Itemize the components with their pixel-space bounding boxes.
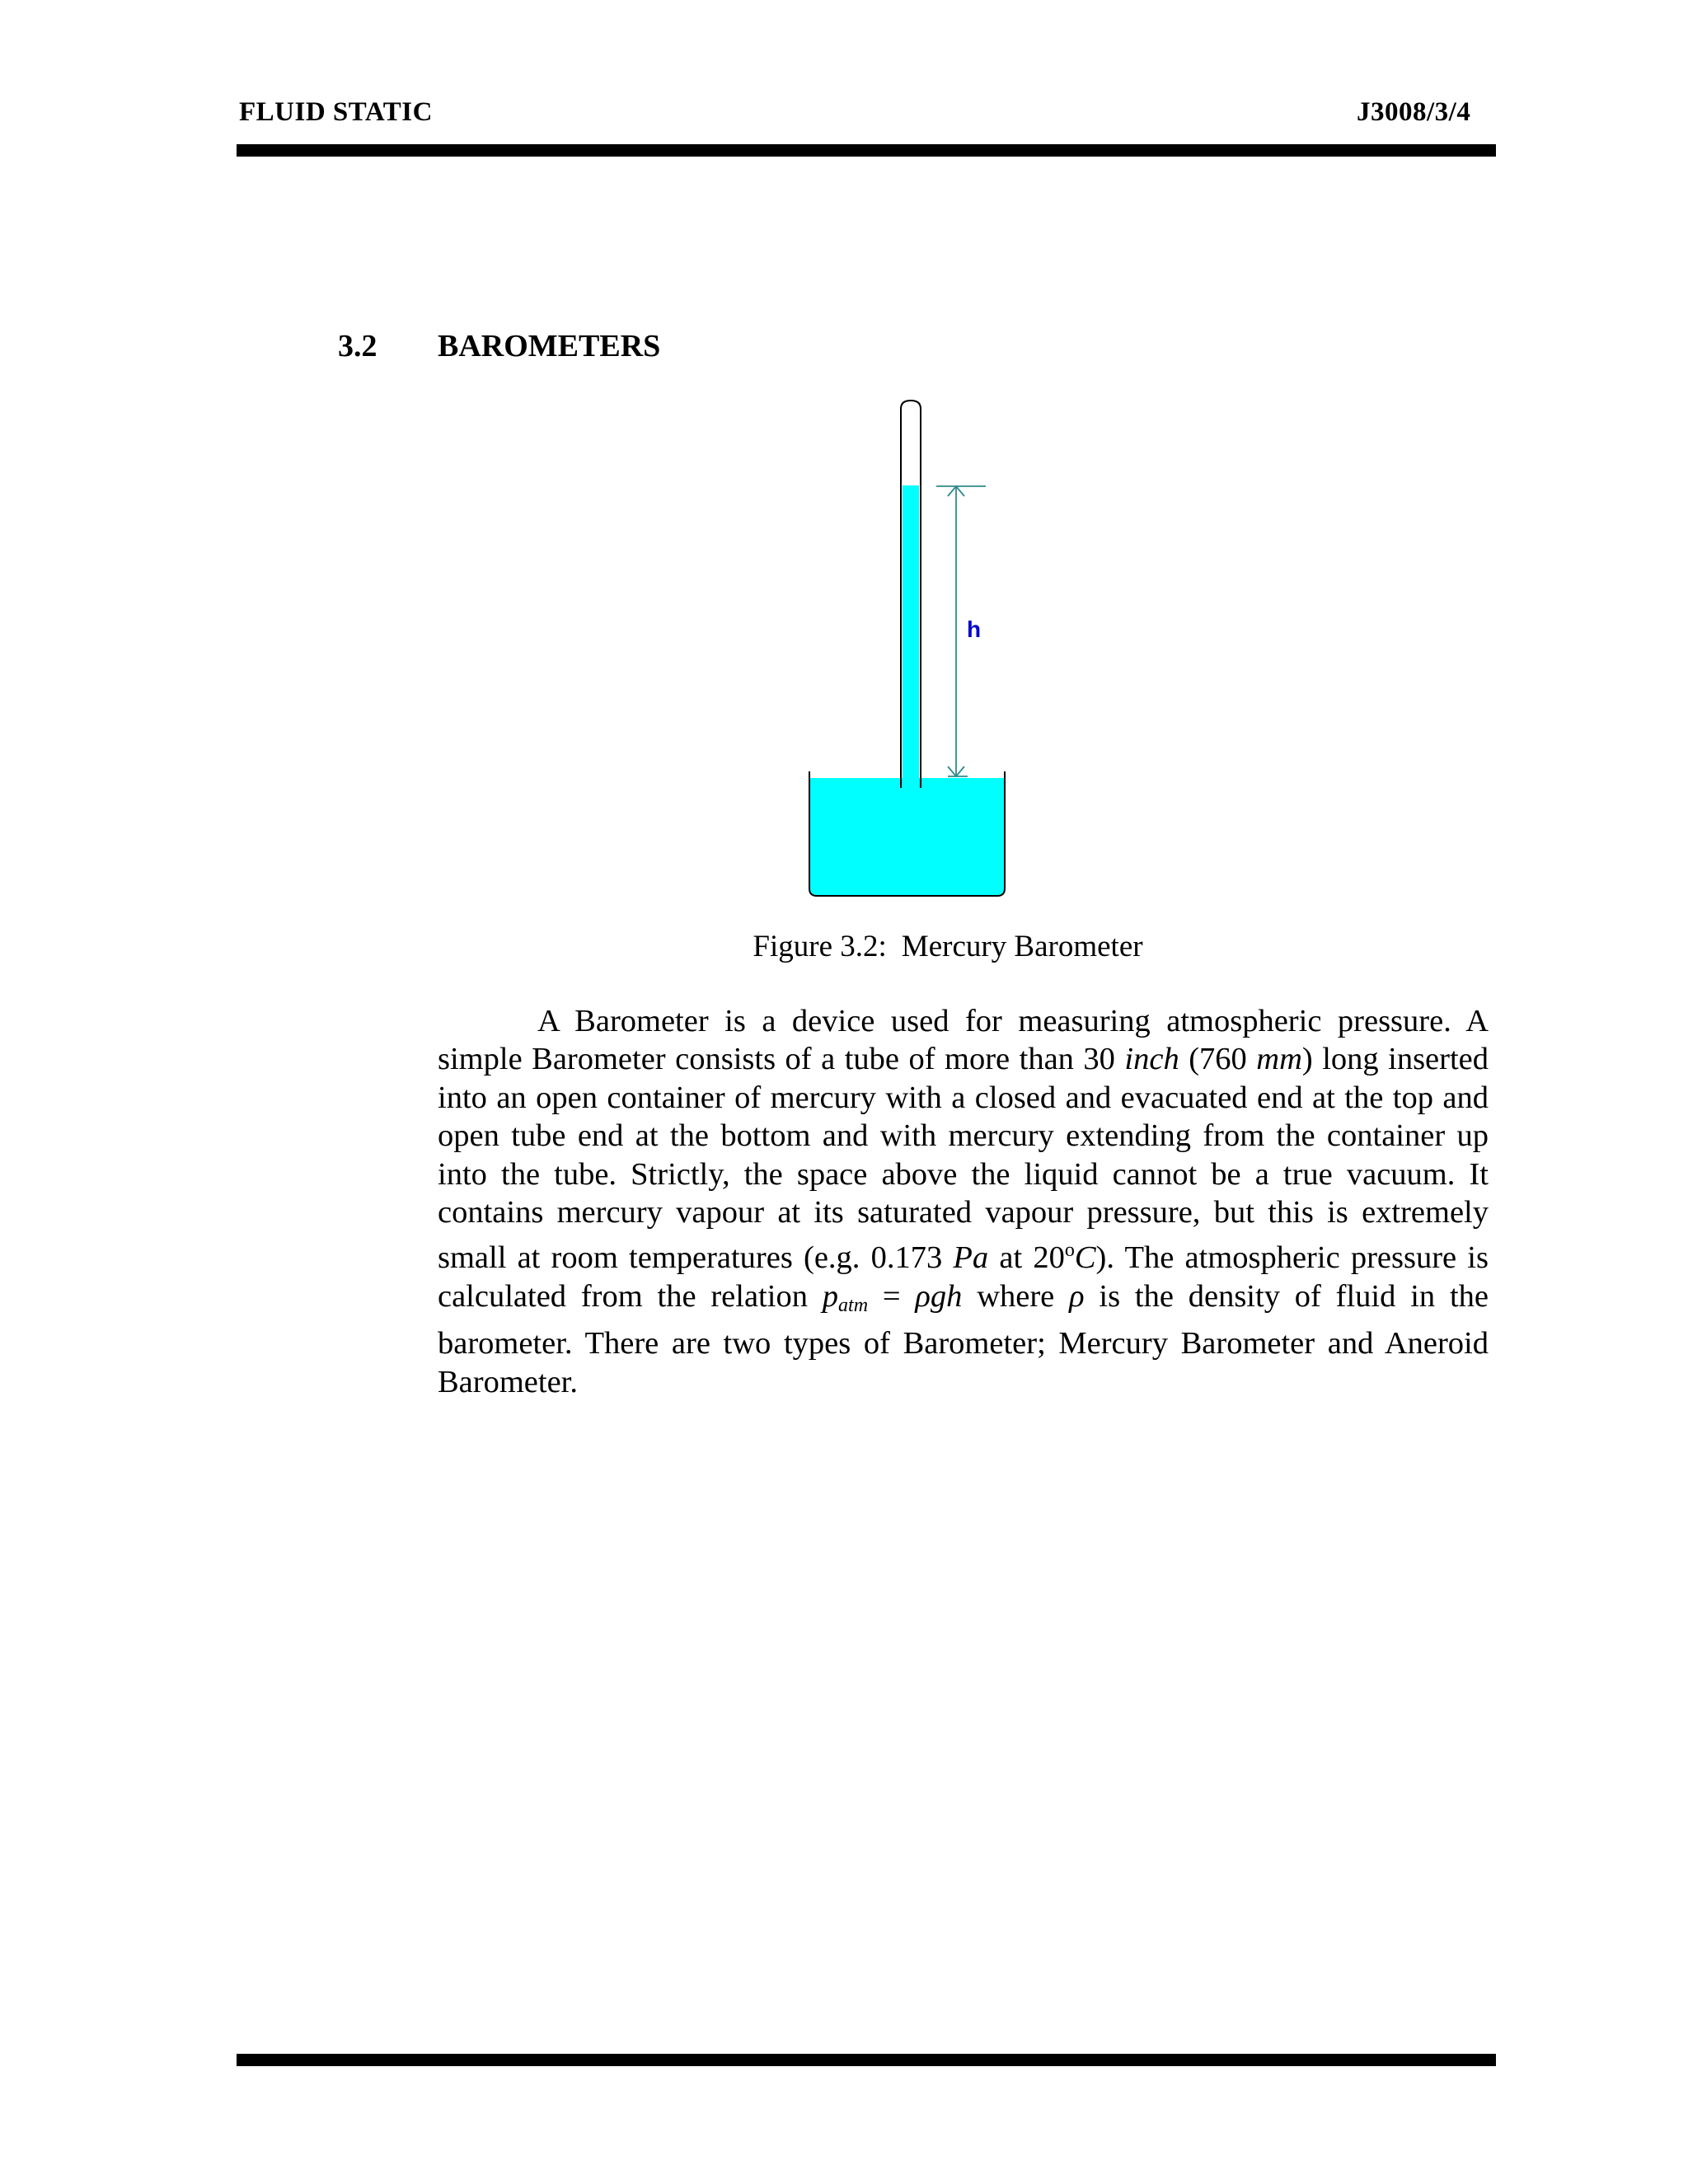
section-title: BAROMETERS (438, 329, 661, 363)
unit-pa: Pa (953, 1240, 989, 1276)
text-run: (760 (1179, 1042, 1257, 1077)
text-run: ). The atmospheric pressure is calculated from the relation (438, 1240, 1489, 1314)
section-number: 3.2 (338, 329, 377, 363)
degree-sign: o (1064, 1240, 1075, 1262)
header-rule (237, 144, 1496, 157)
container-mercury (810, 778, 1004, 895)
height-label: h (967, 616, 982, 642)
barometer-diagram (791, 387, 1006, 898)
footer-rule (237, 2054, 1496, 2066)
caption-title: Mercury Barometer (901, 930, 1143, 963)
text-run: where (962, 1278, 1070, 1314)
text-run: is the density of fluid in the barometer. There are two types of Barometer; Mercury Barometer and Aneroid Barometer. (438, 1278, 1489, 1399)
tube-mercury-column (903, 485, 919, 795)
text-run: = (868, 1278, 916, 1314)
caption-number: Figure 3.2: (753, 930, 887, 963)
symbol-rho: ρ (1069, 1278, 1085, 1314)
text-run: A Barometer is a device used for measuring atmospheric pressure. A simple Barometer consists of a tube of more than 30 (438, 1004, 1489, 1077)
symbol-p: p (822, 1278, 839, 1314)
unit-inch: inch (1124, 1042, 1179, 1077)
header-page-code: J3008/3/4 (1357, 97, 1471, 127)
figure-caption (0, 929, 1688, 964)
header-title: FLUID STATIC (239, 97, 433, 127)
subscript-atm: atm (838, 1294, 869, 1316)
formula-rgh: ρgh (915, 1278, 963, 1314)
text-run: ) long inserted into an open container of mercury with a closed and evacuated end at the top and open tube end at the bottom and with mercury extending from the container up into the tube. Strictly, the space above the liquid cannot be a true vacuum. It contains mercury vapour at its saturated vapour pressure, but this is extremely small at room temperatures (e.g. 0.173 (438, 1042, 1489, 1276)
unit-celsius: C (1074, 1240, 1096, 1276)
unit-mm: mm (1256, 1042, 1302, 1077)
text-run: at 20 (988, 1240, 1065, 1276)
body-paragraph (438, 1002, 1489, 1401)
